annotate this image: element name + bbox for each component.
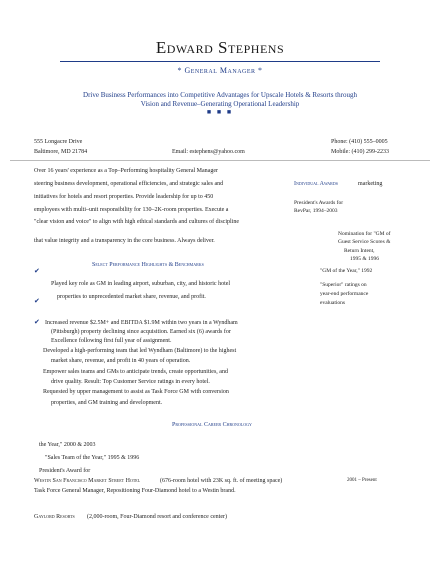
job2-detail: (2,000-room, Four-Diamond resort and conference center) <box>87 514 227 520</box>
email-address[interactable]: Email: estephens@yahoo.com <box>172 149 245 155</box>
summary-line-2: Vision and Revenue–Generating Operational Leadership <box>140 100 300 108</box>
candidate-name: Edward Stephens <box>155 38 285 57</box>
sidebar-line: "Superior" ratings on <box>320 282 367 288</box>
name-underline <box>60 61 380 62</box>
job1-title: Westin San Francisco Market Street Hotel <box>34 478 141 484</box>
job1-dates: 2001 – Present <box>347 478 377 483</box>
check-icon: ✔ <box>34 267 40 275</box>
sidebar-line: "GM of the Year," 1992 <box>320 268 373 274</box>
decorative-dots: ■ ■ ■ <box>206 108 234 116</box>
sidebar-line: Guest Service Scores & <box>338 239 391 245</box>
job-title: * General Manager * <box>177 66 263 75</box>
sidebar-line: RevPar, 1994–2003 <box>294 208 338 214</box>
check-icon: ✔ <box>34 318 40 326</box>
intro-line-6: that value integrity and a transparency in the core business. Always deliver. <box>34 238 215 244</box>
career-heading: Professional Career Chronology <box>172 422 252 428</box>
sidebar-heading: Individual Awards <box>294 181 338 187</box>
highlight-line: market share, revenue, and profit in 40 years of operation. <box>51 358 191 364</box>
intro-line-5: "clear vision and voice" to align with high ethical standards and cultures of discipline <box>34 219 240 225</box>
highlight-line: drive quality. Result: Top Customer Service ratings in every hotel. <box>51 379 210 385</box>
highlight-line: Excellence following first full year of assignment. <box>51 338 172 344</box>
intro-line-2: steering business development, operational efficiencies, and strategic sales and <box>34 181 224 187</box>
sidebar-line: Nomination for "GM of <box>338 231 391 237</box>
sidebar-line: evaluations <box>320 300 346 306</box>
highlight-line: Increased revenue $2.5M+ and EBITDA $1.9M within two years in a Wyndham <box>45 320 238 326</box>
address-line-2: Baltimore, MD 21784 <box>34 149 88 155</box>
sidebar-line: Return Intent, <box>344 248 375 254</box>
career-line: the Year," 2000 & 2003 <box>39 442 96 448</box>
mobile-number: Mobile: (410) 299-2233 <box>331 149 389 155</box>
check-icon: ✔ <box>34 297 40 305</box>
career-line: "Sales Team of the Year," 1995 & 1996 <box>45 455 140 461</box>
highlight-line: Empower sales teams and GMs to anticipate trends, create opportunities, and <box>43 369 228 375</box>
highlights-heading: Select Performance Highlights & Benchmarks <box>92 262 204 268</box>
sidebar-heading-tail: marketing <box>358 181 383 187</box>
highlight-line: Developed a high-performing team that led Wyndham (Baltimore) to the highest <box>43 348 237 354</box>
summary-line-1: Drive Business Performances into Competitive Advantages for Upscale Hotels & Resorts through <box>83 91 357 99</box>
intro-line-3: initiatives for hotels and resort properties. Provide leadership for up to 450 <box>34 194 214 200</box>
sidebar-line: year-end performance <box>320 291 369 297</box>
job1-detail: (676-room hotel with 23K sq. ft. of meeting space) <box>160 478 283 484</box>
address-line-1: 555 Longacre Drive <box>34 139 83 145</box>
highlight-line: Played key role as GM in leading airport, suburban, city, and historic hotel <box>51 281 231 287</box>
sidebar-line: 1995 & 1996 <box>350 256 380 262</box>
contact-divider <box>10 160 430 161</box>
job1-description: Task Force General Manager, Repositioning Four-Diamond hotel to a Westin brand. <box>34 488 236 494</box>
phone-number: Phone: (410) 555–0005 <box>331 139 388 145</box>
career-line: President's Award for <box>39 468 91 474</box>
highlight-line: properties to unprecedented market share, revenue, and profit. <box>57 294 206 300</box>
intro-line-1: Over 16 years' experience as a Top–Performing hospitality General Manager <box>34 168 218 174</box>
highlight-line: (Pittsburgh) property declining since acquisition. Earned six (6) awards for <box>51 329 231 335</box>
job2-title: Gaylord Resorts <box>34 514 75 520</box>
highlight-line: properties, and GM training and development. <box>51 400 163 406</box>
intro-line-4: employees with multi–unit responsibility for 130–2K-room properties. Execute a <box>34 207 229 213</box>
highlight-line: Requested by upper management to assist as Task Force GM with conversion <box>43 389 229 395</box>
sidebar-line: President's Awards for <box>294 200 344 206</box>
